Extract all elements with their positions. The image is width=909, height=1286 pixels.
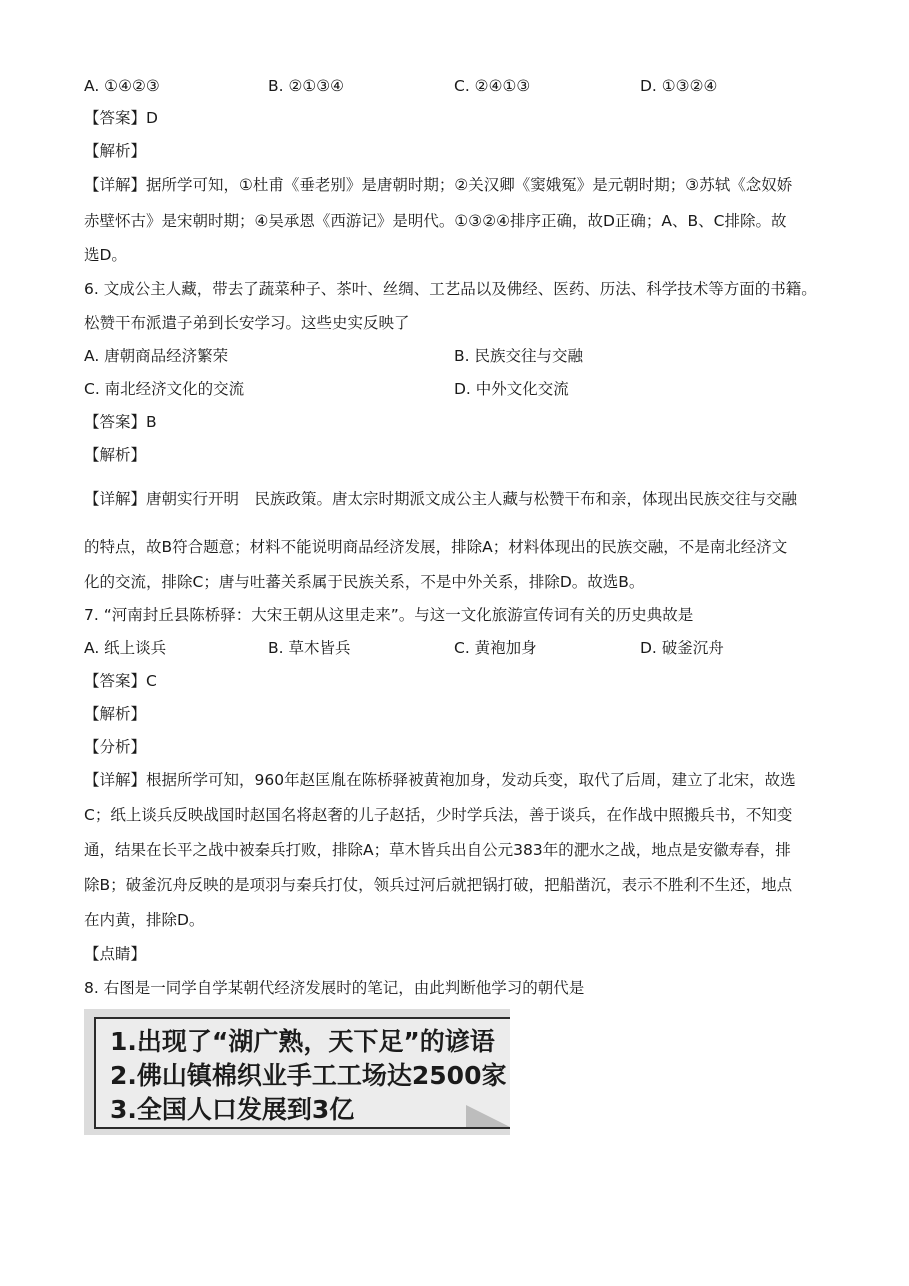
paper-fold-corner	[466, 1105, 510, 1127]
q5-detail-line-2: 赤壁怀古》是宋朝时期；④吴承恩《西游记》是明代。①③②④排序正确，故D正确；A、B、C排除。故	[84, 212, 787, 230]
note-line-3: 3.全国人口发展到3亿	[110, 1095, 355, 1124]
q7-detail-line-2: C；纸上谈兵反映战国时赵国名将赵奢的儿子赵括，少时学兵法，善于谈兵，在作战中照搬兵书，不知变	[84, 806, 793, 824]
q8-stem: 8. 右图是一同学自学某朝代经济发展时的笔记，由此判断他学习的朝代是	[84, 979, 585, 997]
study-note-image	[84, 1009, 510, 1135]
study-note-paper	[94, 1017, 510, 1129]
q7-detail-line-5: 在内黄，排除D。	[84, 911, 205, 929]
q7-option-d: D. 破釜沉舟	[640, 639, 724, 657]
q7-detail-line-4: 除B；破釜沉舟反映的是项羽与秦兵打仗，领兵过河后就把锅打破，把船凿沉，表示不胜利不生还，地点	[84, 876, 793, 894]
q7-option-a: A. 纸上谈兵	[84, 639, 167, 657]
q5-analysis-heading: 【解析】	[84, 142, 147, 160]
q6-option-d: D. 中外文化交流	[454, 380, 569, 398]
q7-option-b: B. 草木皆兵	[268, 639, 351, 657]
q7-fenxi-heading: 【分析】	[84, 738, 147, 756]
note-line-2: 2.佛山镇棉织业手工工场达2500家	[110, 1061, 507, 1090]
q6-detail-line-3: 化的交流，排除C；唐与吐蕃关系属于民族关系，不是中外关系，排除D。故选B。	[84, 573, 645, 591]
q7-detail-line-1: 【详解】根据所学可知，960年赵匡胤在陈桥驿被黄袍加身，发动兵变，取代了后周，建立了北宋，故选	[84, 771, 796, 789]
q7-analysis-heading: 【解析】	[84, 705, 147, 723]
q5-answer: 【答案】D	[84, 109, 158, 127]
q6-stem-line-1: 6. 文成公主人藏，带去了蔬菜种子、茶叶、丝绸、工艺品以及佛经、医药、历法、科学技术等方面的书籍。	[84, 280, 817, 298]
note-line-1: 1.出现了“湖广熟，天下足”的谚语	[110, 1027, 495, 1056]
q7-option-c: C. 黄袍加身	[454, 639, 537, 657]
q7-answer: 【答案】C	[84, 672, 157, 690]
q5-option-a: A. ①④②③	[84, 77, 160, 95]
q5-detail-line-1: 【详解】据所学可知，①杜甫《垂老别》是唐朝时期；②关汉卿《窦娥冤》是元朝时期；③苏轼《念奴娇	[84, 176, 793, 194]
q6-option-c: C. 南北经济文化的交流	[84, 380, 245, 398]
q7-dianjing-heading: 【点睛】	[84, 945, 147, 963]
q6-answer: 【答案】B	[84, 413, 157, 431]
q5-option-b: B. ②①③④	[268, 77, 345, 95]
q6-detail-line-2: 的特点，故B符合题意；材料不能说明商品经济发展，排除A；材料体现出的民族交融，不是南北经济文	[84, 538, 788, 556]
q6-detail-line-1: 【详解】唐朝实行开明 民族政策。唐太宗时期派文成公主人藏与松赞干布和亲，体现出民族交往与交融	[84, 490, 798, 508]
q7-detail-line-3: 通，结果在长平之战中被秦兵打败，排除A；草木皆兵出自公元383年的淝水之战，地点是安徽寿春，排	[84, 841, 791, 859]
q5-option-d: D. ①③②④	[640, 77, 718, 95]
q7-stem: 7. “河南封丘县陈桥驿：大宋王朝从这里走来”。与这一文化旅游宣传词有关的历史典故是	[84, 606, 694, 624]
q6-analysis-heading: 【解析】	[84, 446, 147, 464]
q5-option-c: C. ②④①③	[454, 77, 531, 95]
q6-option-b: B. 民族交往与交融	[454, 347, 583, 365]
q5-detail-line-3: 选D。	[84, 246, 127, 264]
q6-stem-line-2: 松赞干布派遣子弟到长安学习。这些史实反映了	[84, 314, 410, 332]
q6-option-a: A. 唐朝商品经济繁荣	[84, 347, 229, 365]
